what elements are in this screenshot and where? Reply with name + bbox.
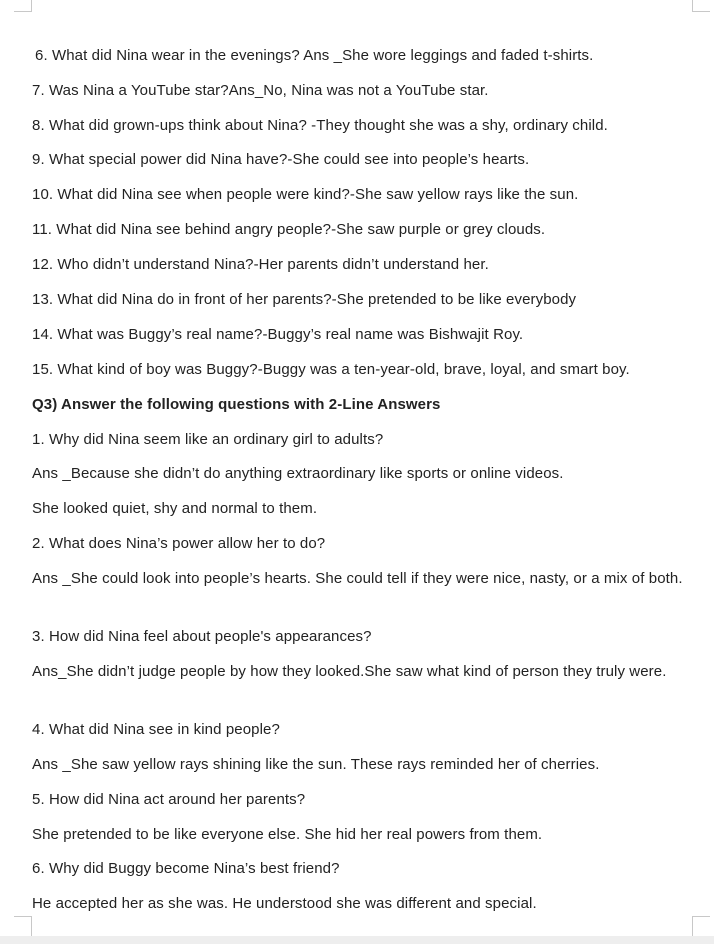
answer-1-line-2: She looked quiet, shy and normal to them.: [32, 500, 318, 517]
answer-4: Ans _She saw yellow rays shining like the sun. These rays reminded her of cherries.: [32, 756, 600, 773]
crop-mark-top-right-h: [692, 11, 710, 12]
answer-line-q14: 14. What was Buggy’s real name?-Buggy’s real name was Bishwajit Roy.: [32, 326, 524, 343]
answer-line-q15: 15. What kind of boy was Buggy?-Buggy was a ten-year-old, brave, loyal, and smart boy.: [32, 361, 630, 378]
crop-mark-bottom-left-h: [14, 916, 32, 917]
answer-2: Ans _She could look into people’s hearts. She could tell if they were nice, nasty, or a mix of both.: [32, 570, 683, 587]
page-bottom-edge: [0, 936, 714, 944]
answer-3: Ans_She didn’t judge people by how they looked.She saw what kind of person they truly were.: [32, 663, 667, 680]
answer-5: She pretended to be like everyone else. She hid her real powers from them.: [32, 826, 543, 843]
crop-mark-bottom-right-v: [692, 916, 693, 936]
answer-line-q12: 12. Who didn’t understand Nina?-Her parents didn’t understand her.: [32, 256, 489, 273]
answer-line-q8: 8. What did grown-ups think about Nina? -They thought she was a shy, ordinary child.: [32, 117, 608, 134]
crop-mark-bottom-right-h: [692, 916, 710, 917]
answer-line-q7: 7. Was Nina a YouTube star?Ans_No, Nina was not a YouTube star.: [32, 82, 489, 99]
question-1: 1. Why did Nina seem like an ordinary girl to adults?: [32, 431, 384, 448]
question-3: 3. How did Nina feel about people's appearances?: [32, 628, 372, 645]
answer-line-q9: 9. What special power did Nina have?-She could see into people’s hearts.: [32, 151, 530, 168]
answer-line-q13: 13. What did Nina do in front of her parents?-She pretended to be like everybody: [32, 291, 577, 308]
answer-1-line-1: Ans _Because she didn’t do anything extraordinary like sports or online videos.: [32, 465, 564, 482]
answer-line-q10: 10. What did Nina see when people were kind?-She saw yellow rays like the sun.: [32, 186, 579, 203]
answer-6: He accepted her as she was. He understood she was different and special.: [32, 895, 537, 912]
answer-line-q6: 6. What did Nina wear in the evenings? Ans _She wore leggings and faded t-shirts.: [35, 47, 594, 64]
answer-line-q11: 11. What did Nina see behind angry people?-She saw purple or grey clouds.: [32, 221, 546, 238]
crop-mark-top-left-h: [14, 11, 32, 12]
section-heading-q3: Q3) Answer the following questions with 2-Line Answers: [32, 396, 441, 413]
question-6: 6. Why did Buggy become Nina’s best friend?: [32, 860, 340, 877]
crop-mark-bottom-left-v: [31, 916, 32, 936]
question-4: 4. What did Nina see in kind people?: [32, 721, 280, 738]
question-5: 5. How did Nina act around her parents?: [32, 791, 306, 808]
question-2: 2. What does Nina’s power allow her to do?: [32, 535, 326, 552]
